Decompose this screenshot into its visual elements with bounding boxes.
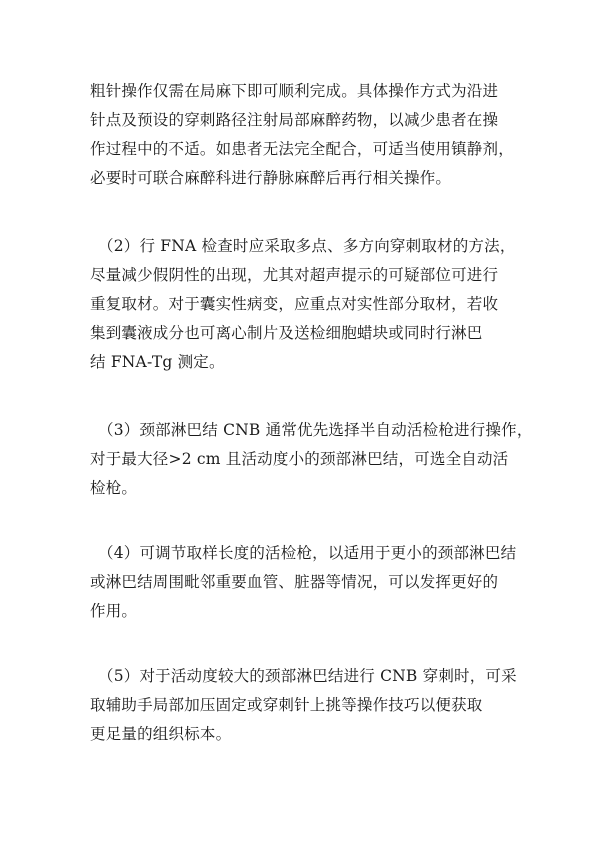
text-line: 结 FNA-Tg 测定。 (90, 353, 225, 371)
text-line: 对于最大径>2 cm 且活动度小的颈部淋巴结，可选全自动活 (90, 450, 509, 468)
text-line: 检枪。 (90, 479, 138, 497)
text-line: 粗针操作仅需在局麻下即可顺利完成。具体操作方式为沿进 (90, 82, 499, 100)
text-line: 集到囊液成分也可离心制片及送检细胞蜡块或同时行淋巴 (90, 324, 483, 342)
paragraph-item-5 (90, 662, 517, 749)
text-line: 尽量减少假阴性的出现，尤其对超声提示的可疑部位可进行 (90, 266, 499, 284)
text-line: 更足量的组织标本。 (90, 725, 232, 743)
paragraph-item-4 (90, 539, 517, 626)
text-line: 针点及预设的穿刺路径注射局部麻醉药物，以减少患者在操 (90, 111, 499, 129)
paragraph-intro (90, 77, 514, 193)
text-line: 重复取材。对于囊实性病变，应重点对实性部分取材，若收 (90, 295, 499, 313)
paragraph-item-2 (90, 232, 516, 377)
text-line: 作过程中的不适。如患者无法完全配合，可适当使用镇静剂， (90, 140, 514, 158)
text-line: （5）对于活动度较大的颈部淋巴结进行 CNB 穿刺时，可采 (98, 667, 517, 685)
text-line: 或淋巴结周围毗邻重要血管、脏器等情况，可以发挥更好的 (90, 573, 499, 591)
text-line: 作用。 (90, 602, 138, 620)
text-line: （3）颈部淋巴结 CNB 通常优先选择半自动活检枪进行操作， (98, 421, 533, 439)
paragraph-item-3 (90, 416, 533, 503)
text-line: 取辅助手局部加压固定或穿刺针上挑等操作技巧以便获取 (90, 696, 483, 714)
text-line: （2）行 FNA 检查时应采取多点、多方向穿刺取材的方法， (98, 237, 516, 255)
text-line: 必要时可联合麻醉科进行静脉麻醉后再行相关操作。 (90, 169, 452, 187)
text-line: （4）可调节取样长度的活检枪，以适用于更小的颈部淋巴结 (98, 544, 517, 562)
